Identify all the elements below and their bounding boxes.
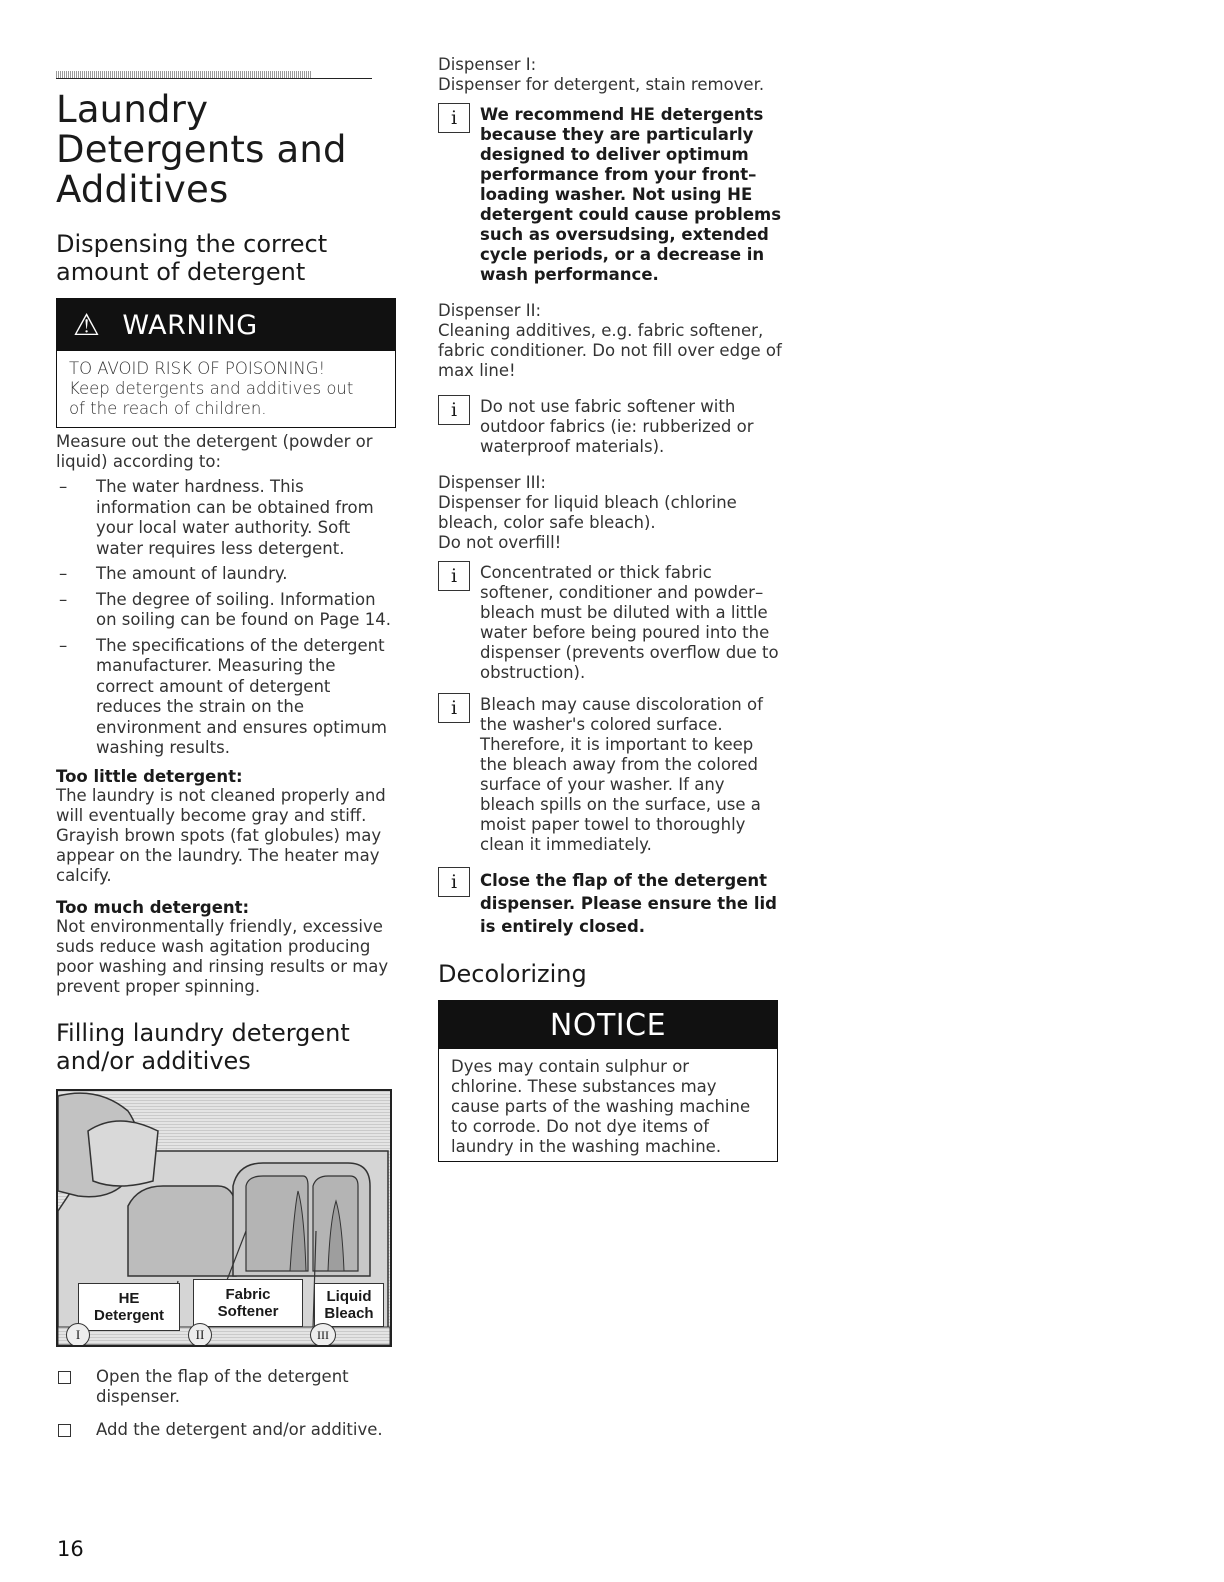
- dispenser-illustration: [56, 1089, 392, 1347]
- info-icon: i: [438, 395, 470, 425]
- info-icon: i: [438, 693, 470, 723]
- checkbox-icon: [58, 1371, 71, 1384]
- numeral-i-badge: I: [66, 1323, 90, 1347]
- numeral-iii-badge: III: [310, 1323, 336, 1347]
- dispenser-2-text: Cleaning additives, e.g. fabric softener, fabric conditioner. Do not fill over edge of max line!: [438, 321, 782, 380]
- info-icon: i: [438, 561, 470, 591]
- notice-box: [438, 1000, 778, 1162]
- numeral-ii-badge: II: [188, 1323, 212, 1347]
- warning-box: [56, 298, 396, 428]
- section-heading-filling: Filling laundry detergent and/or additives: [56, 1018, 350, 1075]
- notice-header: NOTICE: [439, 1001, 777, 1049]
- dispenser-1-label: Dispenser I:: [438, 55, 537, 74]
- info-note-concentrated: i Concentrated or thick fabric softener, conditioner and powder–bleach must be diluted with a little water before being poured into the dispenser (prevents overflow due to obstruction).: [438, 563, 783, 683]
- list-item: – The water hardness. This information can be obtained from your local water authority. Soft water requires less detergent.: [56, 477, 396, 559]
- right-column: [438, 55, 783, 1162]
- info-note-close-flap: i Close the flap of the detergent dispenser. Please ensure the lid is entirely closed.: [438, 869, 783, 938]
- info-note-softener: i Do not use fabric softener with outdoor fabrics (ie: rubberized or waterproof materials).: [438, 397, 783, 457]
- list-item: – The specifications of the detergent manufacturer. Measuring the correct amount of detergent reduces the strain on the environment and ensures optimum washing results.: [56, 636, 396, 759]
- measure-intro: Measure out the detergent (powder or liquid) according to:: [56, 432, 373, 471]
- info-note-bleach: i Bleach may cause discoloration of the washer's colored surface. Therefore, it is important to keep the bleach away from the colored surface of your washer. If any bleach spills on the surface, use a moist paper towel to thoroughly clean it immediately.: [438, 695, 783, 855]
- dispenser-2-label: Dispenser II:: [438, 301, 542, 320]
- page-title: Laundry Detergents and Additives: [56, 88, 347, 211]
- label-liquid-bleach: Liquid Bleach: [314, 1283, 384, 1327]
- page-number: 16: [57, 1537, 84, 1561]
- section-heading-dispensing: Dispensing the correct amount of detergent: [56, 230, 328, 286]
- too-little-text: The laundry is not cleaned properly and will eventually become gray and stiff. Grayish brown spots (fat globules) may appear on the laundry. The heater may calcify.: [56, 785, 386, 885]
- steps-list: [56, 1367, 396, 1441]
- section-heading-decolorizing: Decolorizing: [438, 960, 587, 988]
- dispenser-3-label: Dispenser III:: [438, 473, 546, 492]
- list-item: Open the flap of the detergent dispenser.: [56, 1367, 396, 1408]
- warning-header: [57, 299, 395, 351]
- info-icon: i: [438, 867, 470, 897]
- list-item: – The degree of soiling. Information on soiling can be found on Page 14.: [56, 590, 396, 631]
- dispenser-3-note: Do not overfill!: [438, 533, 562, 552]
- label-he-detergent: HE Detergent: [78, 1283, 180, 1331]
- warning-text: TO AVOID RISK OF POISONING! Keep detergents and additives out of the reach of children.: [69, 359, 354, 418]
- too-little-heading: Too little detergent:: [56, 766, 243, 786]
- too-much-text: Not environmentally friendly, excessive suds reduce wash agitation producing poor washing and rinsing results or may prevent proper spinning.: [56, 916, 389, 996]
- dispenser-3-text: Dispenser for liquid bleach (chlorine bleach, color safe bleach).: [438, 493, 737, 532]
- list-item: – The amount of laundry.: [56, 564, 396, 585]
- label-fabric-softener: Fabric Softener: [193, 1279, 303, 1327]
- notice-text: Dyes may contain sulphur or chlorine. These substances may cause parts of the washing machine to corrode. Do not dye items of laundry in the washing machine.: [451, 1057, 751, 1156]
- measure-list: [56, 477, 396, 759]
- too-much-heading: Too much detergent:: [56, 897, 250, 917]
- info-note-he: i We recommend HE detergents because they are particularly designed to deliver optimum performance from your front–loading washer. Not using HE detergent could cause problems such as oversudsing, extended cycle periods, or a decrease in wash performance.: [438, 105, 783, 285]
- dispenser-1-text: Dispenser for detergent, stain remover.: [438, 75, 765, 94]
- left-column: [56, 68, 396, 1452]
- warning-triangle-icon: ⚠: [73, 307, 101, 343]
- info-icon: i: [438, 103, 470, 133]
- list-item: Add the detergent and/or additive.: [56, 1420, 396, 1441]
- warning-label: WARNING: [122, 309, 258, 341]
- checkbox-icon: [58, 1424, 71, 1437]
